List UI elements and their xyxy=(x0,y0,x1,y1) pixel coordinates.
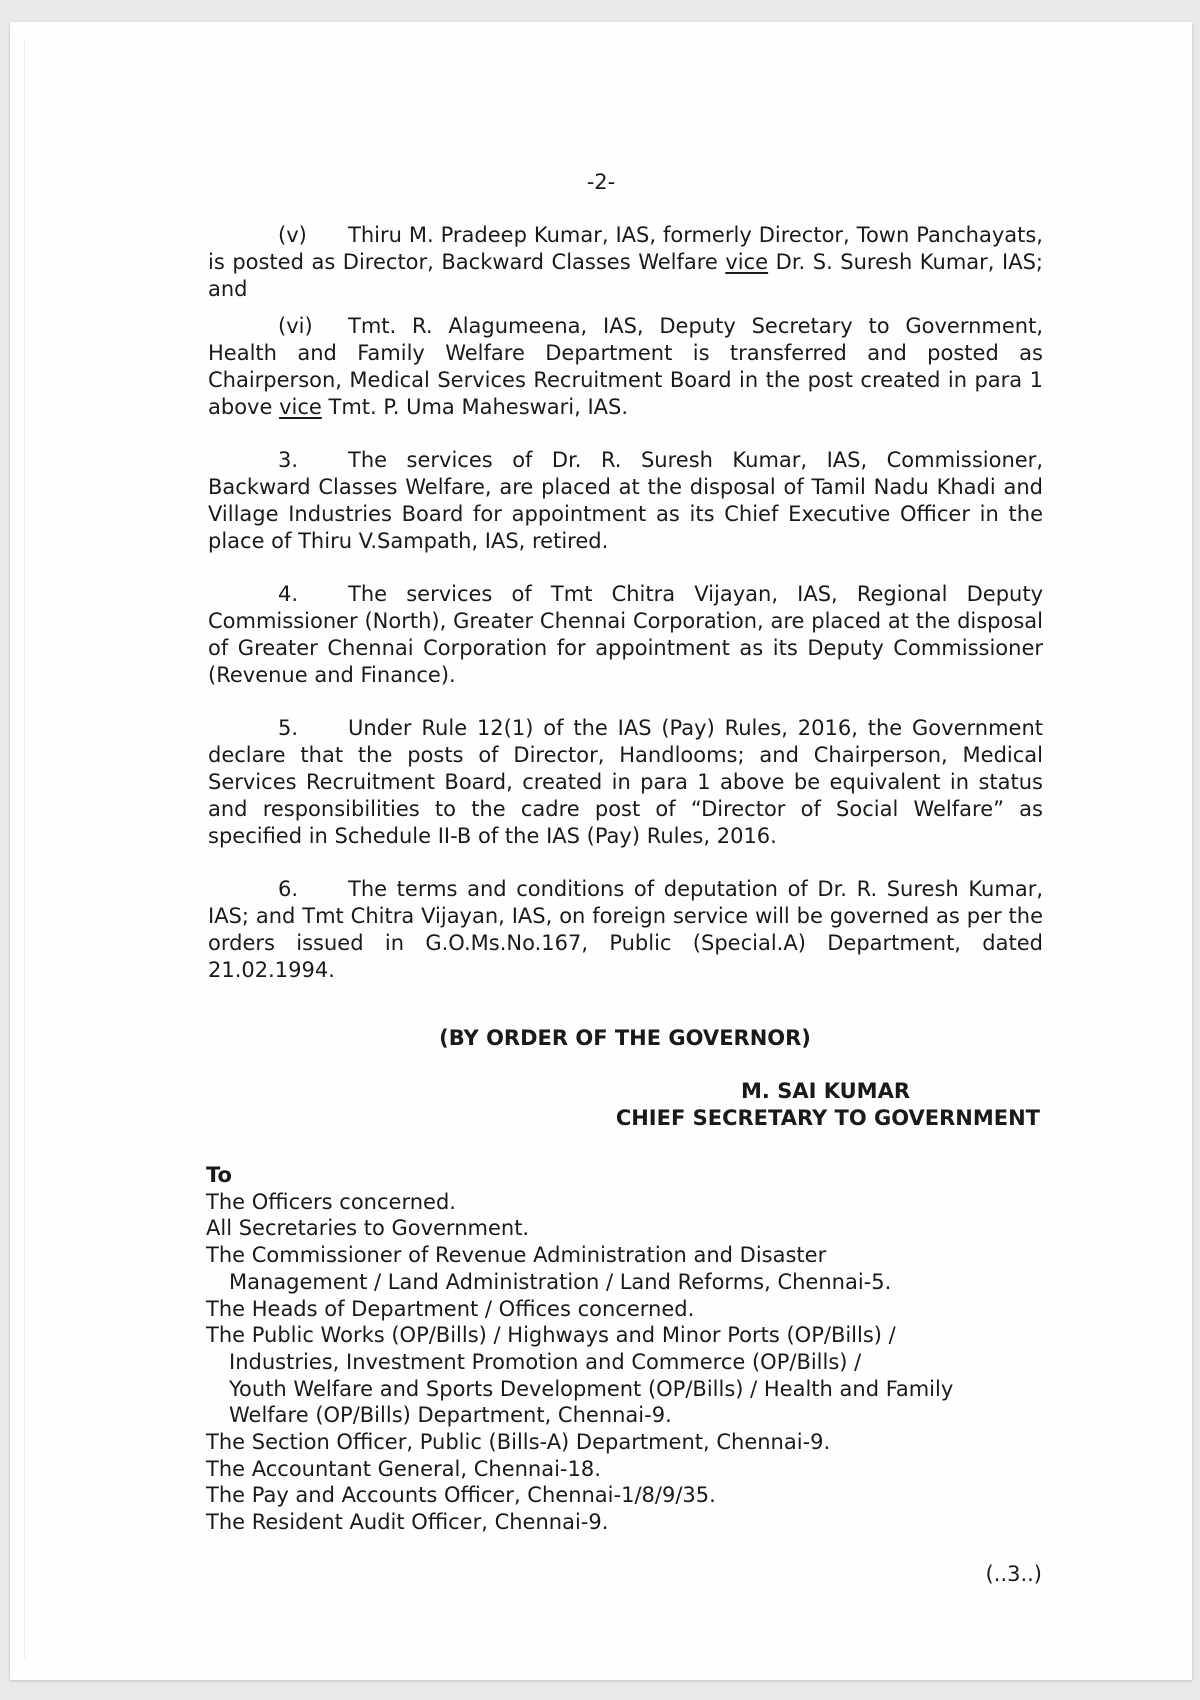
recipient-item xyxy=(206,1456,1046,1483)
paragraph-4 xyxy=(208,581,1043,689)
paragraph-3 xyxy=(208,447,1043,555)
distribution-heading: To xyxy=(206,1163,232,1187)
signatory-title: CHIEF SECRETARY TO GOVERNMENT xyxy=(615,1106,1040,1130)
recipient-line: The Section Officer, Public (Bills-A) Department, Chennai-9. xyxy=(206,1430,831,1455)
signatory-name: M. SAI KUMAR xyxy=(741,1079,910,1103)
recipient-line: The Public Works (OP/Bills) / Highways and Minor Ports (OP/Bills) / xyxy=(206,1323,896,1348)
sub-item-text: Thiru M. Pradeep Kumar, IAS, formerly Director, Town Panchayats, is posted as Director, Backward Classes Welfare xyxy=(208,223,1043,274)
paragraph-number: 5. xyxy=(278,716,299,740)
recipient-item xyxy=(206,1215,1046,1242)
sub-item-text: Tmt. R. Alagumeena, IAS, Deputy Secretary to Government, Health and Family Welfare Department is transferred and posted as Chairperson, Medical Services Recruitment Board in the post created in para 1 above xyxy=(208,314,1043,419)
sub-item-label: (v) xyxy=(278,223,307,247)
recipient-line: The Heads of Department / Offices concerned. xyxy=(206,1296,695,1321)
recipient-line-continued: Management / Land Administration / Land Reforms, Chennai-5. xyxy=(229,1269,892,1294)
recipient-line: All Secretaries to Government. xyxy=(206,1216,530,1241)
paragraph-6 xyxy=(208,876,1043,984)
paragraph-text: The services of Dr. R. Suresh Kumar, IAS, Commissioner, Backward Classes Welfare, are placed at the disposal of Tamil Nadu Khadi and Village Industries Board for appointment as its Chief Executive Officer in the place of Thiru V.Sampath, IAS, retired. xyxy=(208,448,1043,553)
next-page-marker: (..3..) xyxy=(985,1562,1042,1586)
recipient-list xyxy=(206,1189,1046,1536)
recipient-item xyxy=(206,1189,1046,1216)
sub-item-text-end: Tmt. P. Uma Maheswari, IAS. xyxy=(321,395,629,419)
signature-block xyxy=(610,1078,1040,1132)
recipient-line-continued: Industries, Investment Promotion and Commerce (OP/Bills) / xyxy=(229,1349,862,1374)
paragraph-text: The terms and conditions of deputation of Dr. R. Suresh Kumar, IAS; and Tmt Chitra Vijayan, IAS, on foreign service will be governed as per the orders issued in G.O.Ms.No.167, Public (Special.A) Department, dated 21.02.1994. xyxy=(208,877,1043,982)
paragraph-number: 4. xyxy=(278,582,299,606)
recipient-line: The Resident Audit Officer, Chennai-9. xyxy=(206,1510,609,1535)
recipient-line-continued: Youth Welfare and Sports Development (OP/Bills) / Health and Family xyxy=(229,1376,954,1401)
page-number: -2- xyxy=(586,170,616,194)
recipient-line: The Accountant General, Chennai-18. xyxy=(206,1456,601,1481)
paragraph-5 xyxy=(208,715,1043,850)
recipient-item xyxy=(206,1482,1046,1509)
paragraph-text: The services of Tmt Chitra Vijayan, IAS, Regional Deputy Commissioner (North), Greater Chennai Corporation, are placed at the disposal of Greater Chennai Corporation for appointment as its Deputy Commissioner (Revenue and Finance). xyxy=(208,582,1043,687)
paragraph-text: Under Rule 12(1) of the IAS (Pay) Rules, 2016, the Government declare that the posts of Director, Handlooms; and Chairperson, Medical Services Recruitment Board, created in para 1 above be equivalent in status and responsibilities to the cadre post of “Director of Social Welfare” as specified in Schedule II-B of the IAS (Pay) Rules, 2016. xyxy=(208,716,1043,848)
paragraph-number: 3. xyxy=(278,448,299,472)
recipient-line: The Pay and Accounts Officer, Chennai-1/8/9/35. xyxy=(206,1483,716,1508)
scan-margin-line xyxy=(24,40,25,1660)
recipient-item xyxy=(206,1509,1046,1536)
sub-item-v xyxy=(208,222,1043,303)
recipient-item xyxy=(206,1242,1046,1295)
sub-item-vi xyxy=(208,313,1043,421)
recipient-item xyxy=(206,1429,1046,1456)
recipient-line: The Officers concerned. xyxy=(206,1189,456,1214)
sub-item-text-end: Dr. S. Suresh Kumar, IAS; and xyxy=(208,250,1043,301)
recipient-item xyxy=(206,1322,1046,1429)
order-line: (BY ORDER OF THE GOVERNOR) xyxy=(439,1026,811,1050)
document-page xyxy=(10,22,1192,1680)
recipient-line-continued: Welfare (OP/Bills) Department, Chennai-9. xyxy=(229,1403,672,1428)
recipient-item xyxy=(206,1296,1046,1323)
vice-term: vice xyxy=(279,395,322,419)
distribution-list xyxy=(206,1162,1046,1536)
order-body xyxy=(208,222,1043,984)
paragraph-number: 6. xyxy=(278,877,299,901)
vice-term: vice xyxy=(725,250,769,274)
recipient-line: The Commissioner of Revenue Administration and Disaster xyxy=(206,1243,827,1268)
sub-item-label: (vi) xyxy=(278,314,313,338)
